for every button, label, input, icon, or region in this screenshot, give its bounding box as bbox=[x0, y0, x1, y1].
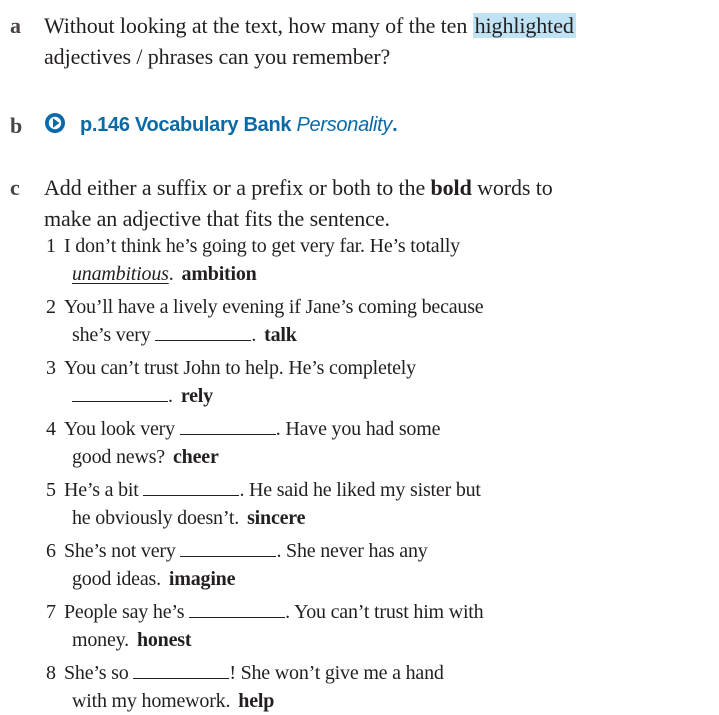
section-a-line-1 bbox=[44, 10, 719, 41]
answer-blank[interactable] bbox=[180, 541, 276, 557]
answer-blank[interactable] bbox=[180, 419, 276, 435]
section-a-instruction bbox=[44, 10, 719, 72]
keyword: sincere bbox=[247, 507, 306, 529]
section-c-instruction bbox=[44, 172, 719, 234]
item-number: 6 bbox=[46, 540, 56, 562]
section-a-line-2: adjectives / phrases can you remember? bbox=[44, 44, 391, 69]
page-reference: p.146 bbox=[80, 114, 130, 136]
item-number: 4 bbox=[46, 418, 56, 440]
answer-blank[interactable] bbox=[133, 663, 229, 679]
item-number: 1 bbox=[46, 235, 56, 257]
item-number: 5 bbox=[46, 479, 56, 501]
highlighted-word: highlighted bbox=[474, 13, 574, 38]
vocabulary-bank-topic: Personality bbox=[296, 114, 393, 136]
section-letter-b: b bbox=[10, 113, 23, 138]
keyword: cheer bbox=[172, 446, 219, 468]
answer-blank[interactable] bbox=[189, 602, 285, 618]
bold-word: bold bbox=[430, 175, 472, 200]
reference-period: . bbox=[392, 114, 398, 136]
section-c-line-1: Add either a suffix or a prefix or both to the bold words to bbox=[44, 175, 553, 200]
item-number: 8 bbox=[46, 662, 56, 684]
vocabulary-bank-label: Vocabulary Bank bbox=[134, 114, 292, 136]
keyword: honest bbox=[136, 629, 192, 651]
answer-blank[interactable] bbox=[72, 386, 168, 402]
keyword: ambition bbox=[181, 263, 257, 285]
answer-blank[interactable] bbox=[155, 325, 251, 341]
answer-blank[interactable] bbox=[143, 480, 239, 496]
item-number: 3 bbox=[46, 357, 56, 379]
section-letter-a: a bbox=[10, 13, 21, 38]
section-a-text: Without looking at the text, how many of the ten bbox=[44, 13, 473, 38]
keyword: rely bbox=[180, 385, 213, 407]
keyword: help bbox=[238, 690, 275, 712]
exercise-page: a Without looking at the text, how many of the ten highlighted adjectives / phrases can you remember? b p.146 Vocabulary Bank Personality. c Add either a suffix or a prefix or both to the bold words to make an adjective that fits the sentence. 1 I don’t think he’s going to get very far. He’s totally unambitious. ambition 2 You’ll have a lively evening if Jane’s coming because she’s very . talk 3 You can’t trust John to help. He’s completely . rely 4 You look very . Have you had some good news? cheer 5 He’s a bit . He said he liked my sister but he obviously doesn’t. sincere 6 She’s not very . She never has any good ideas. imagine 7 People say he’s . You can’t trust him with money. honest 8 She’s so ! She won’t give me a hand with my homework. help bbox=[0, 0, 719, 700]
arrow-circle-icon bbox=[44, 112, 66, 145]
keyword: imagine bbox=[168, 568, 236, 590]
vocabulary-bank-link[interactable] bbox=[44, 110, 397, 145]
item-number: 2 bbox=[46, 296, 56, 318]
example-answer: unambitious bbox=[72, 263, 169, 285]
item-number: 7 bbox=[46, 601, 56, 623]
section-c-line-2: make an adjective that fits the sentence. bbox=[44, 206, 390, 231]
section-letter-c: c bbox=[10, 175, 20, 200]
keyword: talk bbox=[264, 324, 297, 346]
